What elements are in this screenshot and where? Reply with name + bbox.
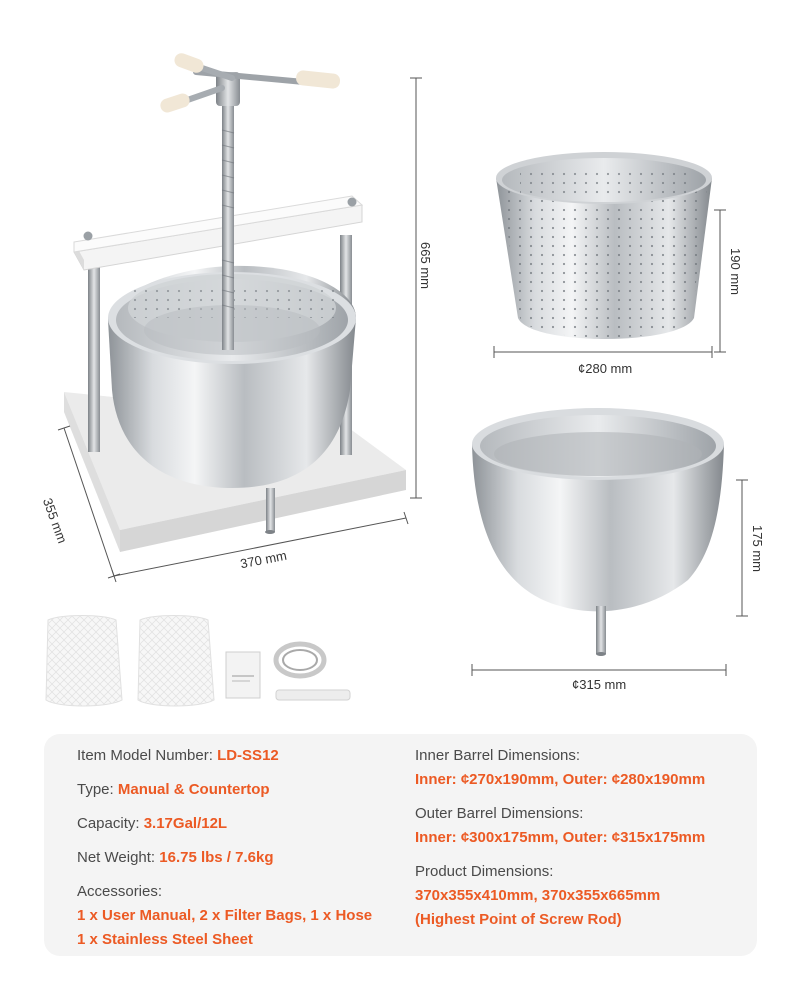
inner-barrel	[496, 152, 712, 339]
screw-rod	[222, 102, 234, 350]
depth-dimension-label: 355 mm	[39, 496, 71, 546]
inner-height-dimension-label: 190 mm	[727, 248, 743, 295]
outer-diameter-dimension-line	[472, 664, 726, 676]
press-spout	[266, 488, 275, 532]
outer-height-dimension-label: 175 mm	[749, 525, 765, 572]
product-dimensions-value-2: (Highest Point of Screw Rod)	[415, 911, 622, 928]
inner-height-dimension-line	[714, 210, 726, 352]
outer-height-dimension-line	[736, 480, 748, 616]
outer-barrel	[472, 408, 724, 611]
capacity-label: Capacity:	[77, 815, 140, 832]
spec-card	[44, 734, 757, 956]
model-row	[77, 746, 279, 766]
product-dimensions-value-1: 370x355x410mm, 370x355x665mm	[415, 887, 661, 904]
frame-post-left	[88, 262, 100, 452]
outer-diameter-dimension-label: ¢315 mm	[572, 677, 627, 692]
model-label: Item Model Number:	[77, 747, 213, 764]
accessories-line-2: 1 x Stainless Steel Sheet	[77, 931, 253, 948]
height-dimension-label: 665 mm	[417, 242, 433, 289]
accessories-label: Accessories:	[77, 883, 163, 900]
type-row	[77, 780, 270, 800]
top-crossbar	[74, 196, 362, 270]
user-manual	[226, 652, 260, 698]
type-label: Type:	[77, 781, 114, 798]
t-handle	[159, 51, 341, 114]
model-value: LD-SS12	[217, 747, 279, 764]
inner-diameter-dimension-line	[494, 346, 712, 358]
weight-label: Net Weight:	[77, 849, 156, 866]
capacity-value: 3.17Gal/12L	[143, 815, 228, 832]
outer-barrel-label: Outer Barrel Dimensions:	[415, 805, 584, 822]
product-dimensions-label: Product Dimensions:	[415, 863, 554, 880]
hose	[276, 644, 324, 676]
stainless-steel-sheet	[276, 690, 350, 700]
filter-bag-2	[138, 616, 214, 707]
type-value: Manual & Countertop	[117, 781, 270, 798]
weight-row	[77, 848, 274, 868]
outer-barrel-spout	[596, 606, 606, 654]
accessories-line-1: 1 x User Manual, 2 x Filter Bags, 1 x Hose	[77, 907, 373, 924]
width-dimension-label: 370 mm	[239, 547, 288, 572]
outer-barrel-value: Inner: ¢300x175mm, Outer: ¢315x175mm	[415, 829, 706, 846]
accessories-row	[77, 882, 162, 902]
inner-barrel-value: Inner: ¢270x190mm, Outer: ¢280x190mm	[415, 771, 706, 788]
inner-diameter-dimension-label: ¢280 mm	[578, 361, 633, 376]
weight-value: 16.75 lbs / 7.6kg	[159, 849, 274, 866]
inner-barrel-label: Inner Barrel Dimensions:	[415, 747, 581, 764]
filter-bag-1	[46, 616, 122, 707]
capacity-row	[77, 814, 227, 834]
